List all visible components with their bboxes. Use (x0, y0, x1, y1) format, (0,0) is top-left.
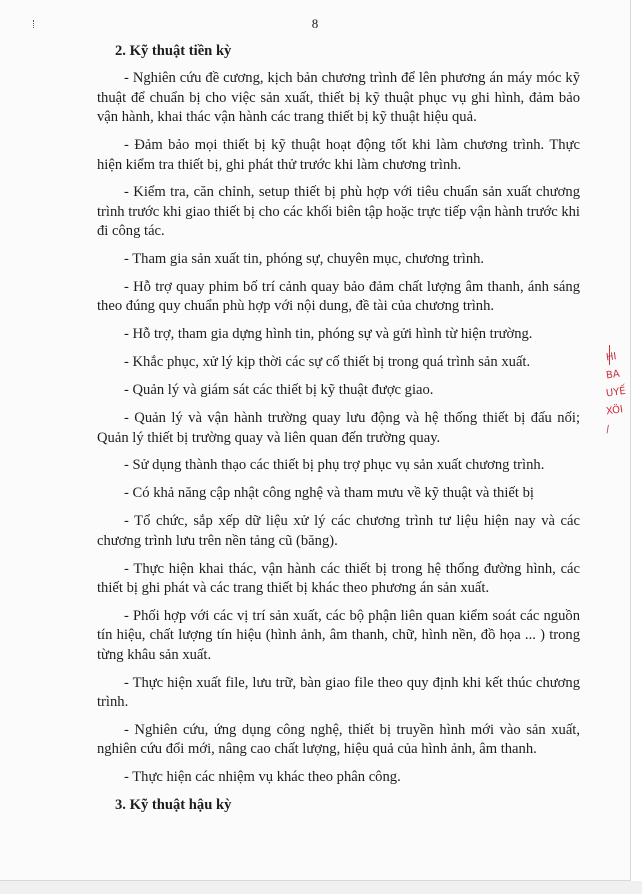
paragraph: - Có khả năng cập nhật công nghệ và tham mưu về kỹ thuật và thiết bị (124, 485, 534, 502)
section-heading-pre-production: 2. Kỹ thuật tiền kỳ (115, 43, 232, 59)
margin-note-text: UYẾ (605, 385, 627, 400)
page-content (97, 42, 580, 816)
paragraph: - Nghiên cứu đề cương, kịch bản chương trình để lên phương án máy móc kỹ thuật để chuẩn bị cho việc sản xuất, thiết bị kỹ thuật phục vụ ghi hình, đảm bảo vận hành, khai thác vận hành các trang thiết bị kỹ thuật hiệu quả. (97, 70, 580, 126)
paragraph: - Phối hợp với các vị trí sản xuất, các bộ phận liên quan kiểm soát các nguồn tín hiệu, chất lượng tín hiệu (hình ảnh, âm thanh, chữ, hình nền, đồ họa ... ) trong từng khâu sản xuất. (97, 607, 580, 663)
paragraph: - Tham gia sản xuất tin, phóng sự, chuyên mục, chương trình. (124, 251, 485, 268)
paragraph: - Hỗ trợ quay phim bố trí cảnh quay bảo đảm chất lượng âm thanh, ánh sáng theo đúng quy chuẩn phù hợp với nội dung, đề tài của chương trình. (97, 279, 580, 315)
section-heading-post-production: 3. Kỹ thuật hậu kỳ (115, 797, 232, 814)
paragraph: - Quản lý và giám sát các thiết bị kỹ thuật được giao. (124, 382, 434, 399)
paragraph: - Quản lý và vận hành trường quay lưu động và hệ thống thiết bị đấu nối; Quản lý thiết bị trường quay và liên quan đến trường quay. (97, 410, 580, 446)
margin-note-text: / (605, 424, 611, 436)
paragraph: - Tổ chức, sắp xếp dữ liệu xử lý các chương trình tư liệu hiện nay và các chương trình lưu trên nền tảng cũ (băng). (97, 513, 580, 549)
paragraph: - Sử dụng thành thạo các thiết bị phụ trợ phục vụ sản xuất chương trình. (124, 457, 545, 474)
paragraph: - Đảm bảo mọi thiết bị kỹ thuật hoạt động tốt khi làm chương trình. Thực hiện kiểm tra thiết bị, ghi phát thử trước khi làm chương trình. (97, 137, 580, 173)
page-number: 8 (311, 16, 319, 31)
paragraph: - Thực hiện xuất file, lưu trữ, bàn giao file theo quy định khi kết thúc chương trình. (97, 674, 580, 710)
paragraph: - Khắc phục, xử lý kịp thời các sự cố thiết bị trong quá trình sản xuất. (124, 354, 531, 371)
paragraph: - Thực hiện khai thác, vận hành các thiết bị trong hệ thống đường hình, các thiết bị ghi phát và các trang thiết bị khác theo phương án sản xuất. (97, 560, 580, 596)
page-footer-area (0, 881, 642, 894)
margin-note-text: HI (605, 351, 618, 364)
margin-note (606, 347, 642, 437)
paragraph: - Kiểm tra, căn chỉnh, setup thiết bị phù hợp với tiêu chuẩn sản xuất chương trình trước khi giao thiết bị cho các khối biên tập hoặc trực tiếp vận hành trước khi đi công tác. (97, 184, 580, 240)
paragraph: - Hỗ trợ, tham gia dựng hình tin, phóng sự và gửi hình từ hiện trường. (124, 326, 533, 343)
margin-note-text: BA (605, 368, 621, 382)
paragraph: - Thực hiện các nhiệm vụ khác theo phân công. (124, 769, 401, 786)
paragraph: - Nghiên cứu, ứng dụng công nghệ, thiết bị truyền hình mới vào sản xuất, nghiên cứu đổi mới, nâng cao chất lượng, hiệu quả của hình ảnh, âm thanh. (97, 721, 580, 758)
margin-note-text: XÖI (605, 404, 624, 418)
